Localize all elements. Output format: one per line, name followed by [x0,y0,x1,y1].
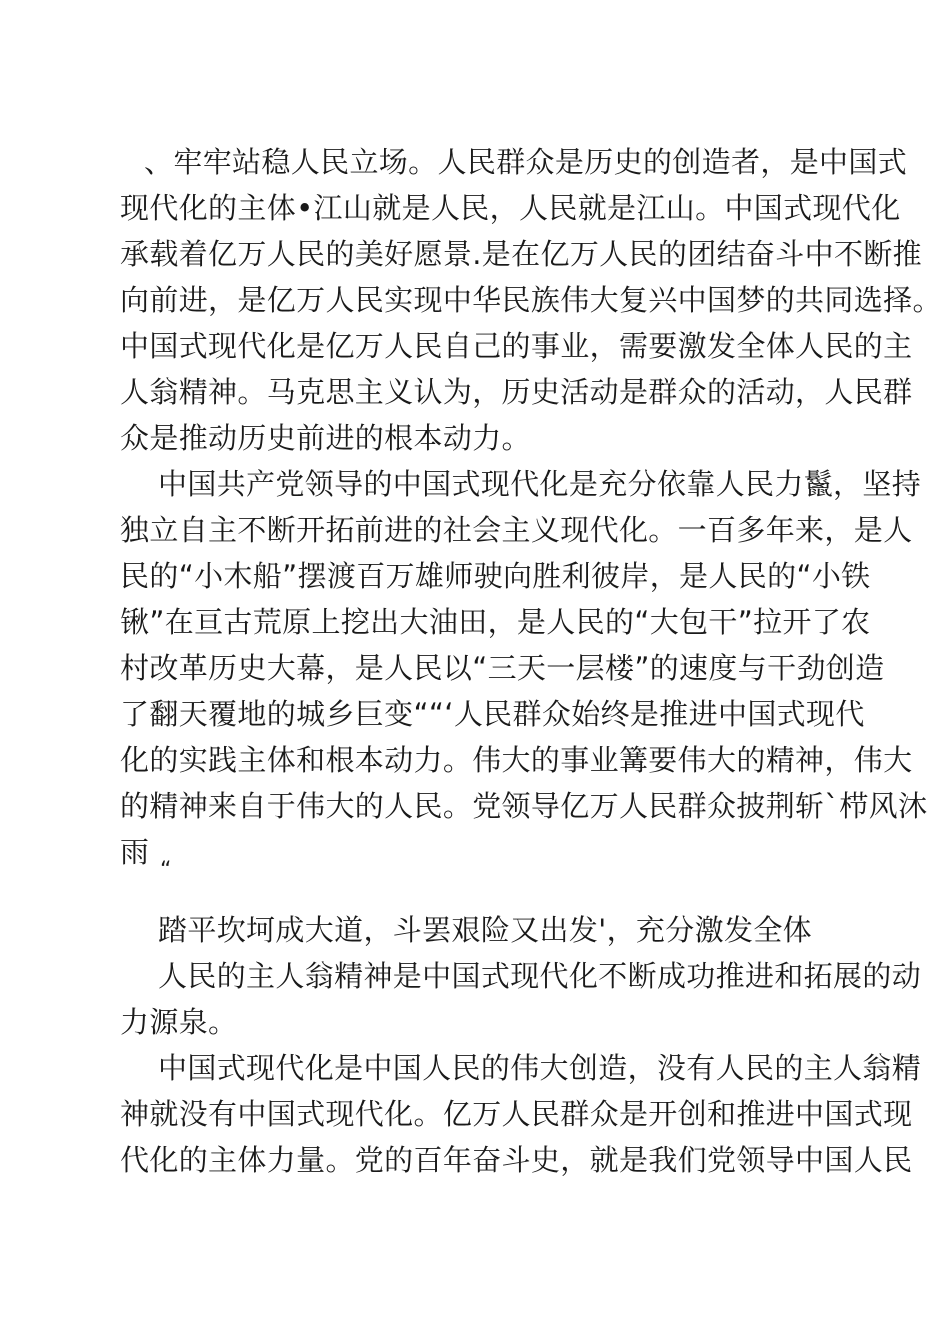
text-line: 、牢牢站稳人民立场。人民群众是历史的创造者，是中国式 [144,145,908,179]
text-line: 踏平坎坷成大道，斗罢艰险又出发'，充分激发全体 [158,913,813,947]
text-line: 向前进，是亿万人民实现中华民族伟大复兴中国梦的共同选择。 [120,283,942,317]
text-line: 人民的主人翁精神是中国式现代化不断成功推进和拓展的动 [158,959,922,993]
text-line: 中国共产党领导的中国式现代化是充分依靠人民力鬣，坚持 [158,467,922,501]
text-line: 了翻天覆地的城乡巨变““‘人民群众始终是推进中国式现代 [120,697,865,731]
text-line: 神就没有中国式现代化。亿万人民群众是开创和推进中国式现 [120,1097,913,1131]
text-line: 中国式现代化是中国人民的伟大创造，没有人民的主人翁精 [158,1051,922,1085]
text-line: 力源泉。 [120,1005,238,1039]
text-line: 独立自主不断开拓前进的社会主义现代化。一百多年来，是人 [120,513,913,547]
text-line: 承载着亿万人民的美好愿景.是在亿万人民的团结奋斗中不断推 [120,237,923,271]
text-line: 民的“小木船”摆渡百万雄师驶向胜利彼岸，是人民的“小铁 [120,559,871,593]
text-line: 锹”在亘古荒原上挖出大油田，是人民的“大包干”拉开了农 [120,605,871,639]
text-line: 村改革历史大幕，是人民以“三天一层楼”的速度与干劲创造 [120,651,885,685]
text-line: 现代化的主体•江山就是人民，人民就是江山。中国式现代化 [120,191,901,225]
text-line: 代化的主体力量。党的百年奋斗史，就是我们党领导中国人民 [120,1143,913,1177]
text-line: 中国式现代化是亿万人民自己的事业，需要激发全体人民的主 [120,329,913,363]
text-line: 的精神来自于伟大的人民。党领导亿万人民群众披荆斩`栉风沐 [120,789,928,823]
text-line: 雨 [120,835,150,869]
text-line: 化的实践主体和根本动力。伟大的事业篝要伟大的精神，伟大 [120,743,913,777]
quote-mark: “ [160,858,172,883]
text-line: 众是推动历史前进的根本动力。 [120,421,531,455]
text-line: 人翁精神。马克思主义认为，历史活动是群众的活动，人民群 [120,375,913,409]
